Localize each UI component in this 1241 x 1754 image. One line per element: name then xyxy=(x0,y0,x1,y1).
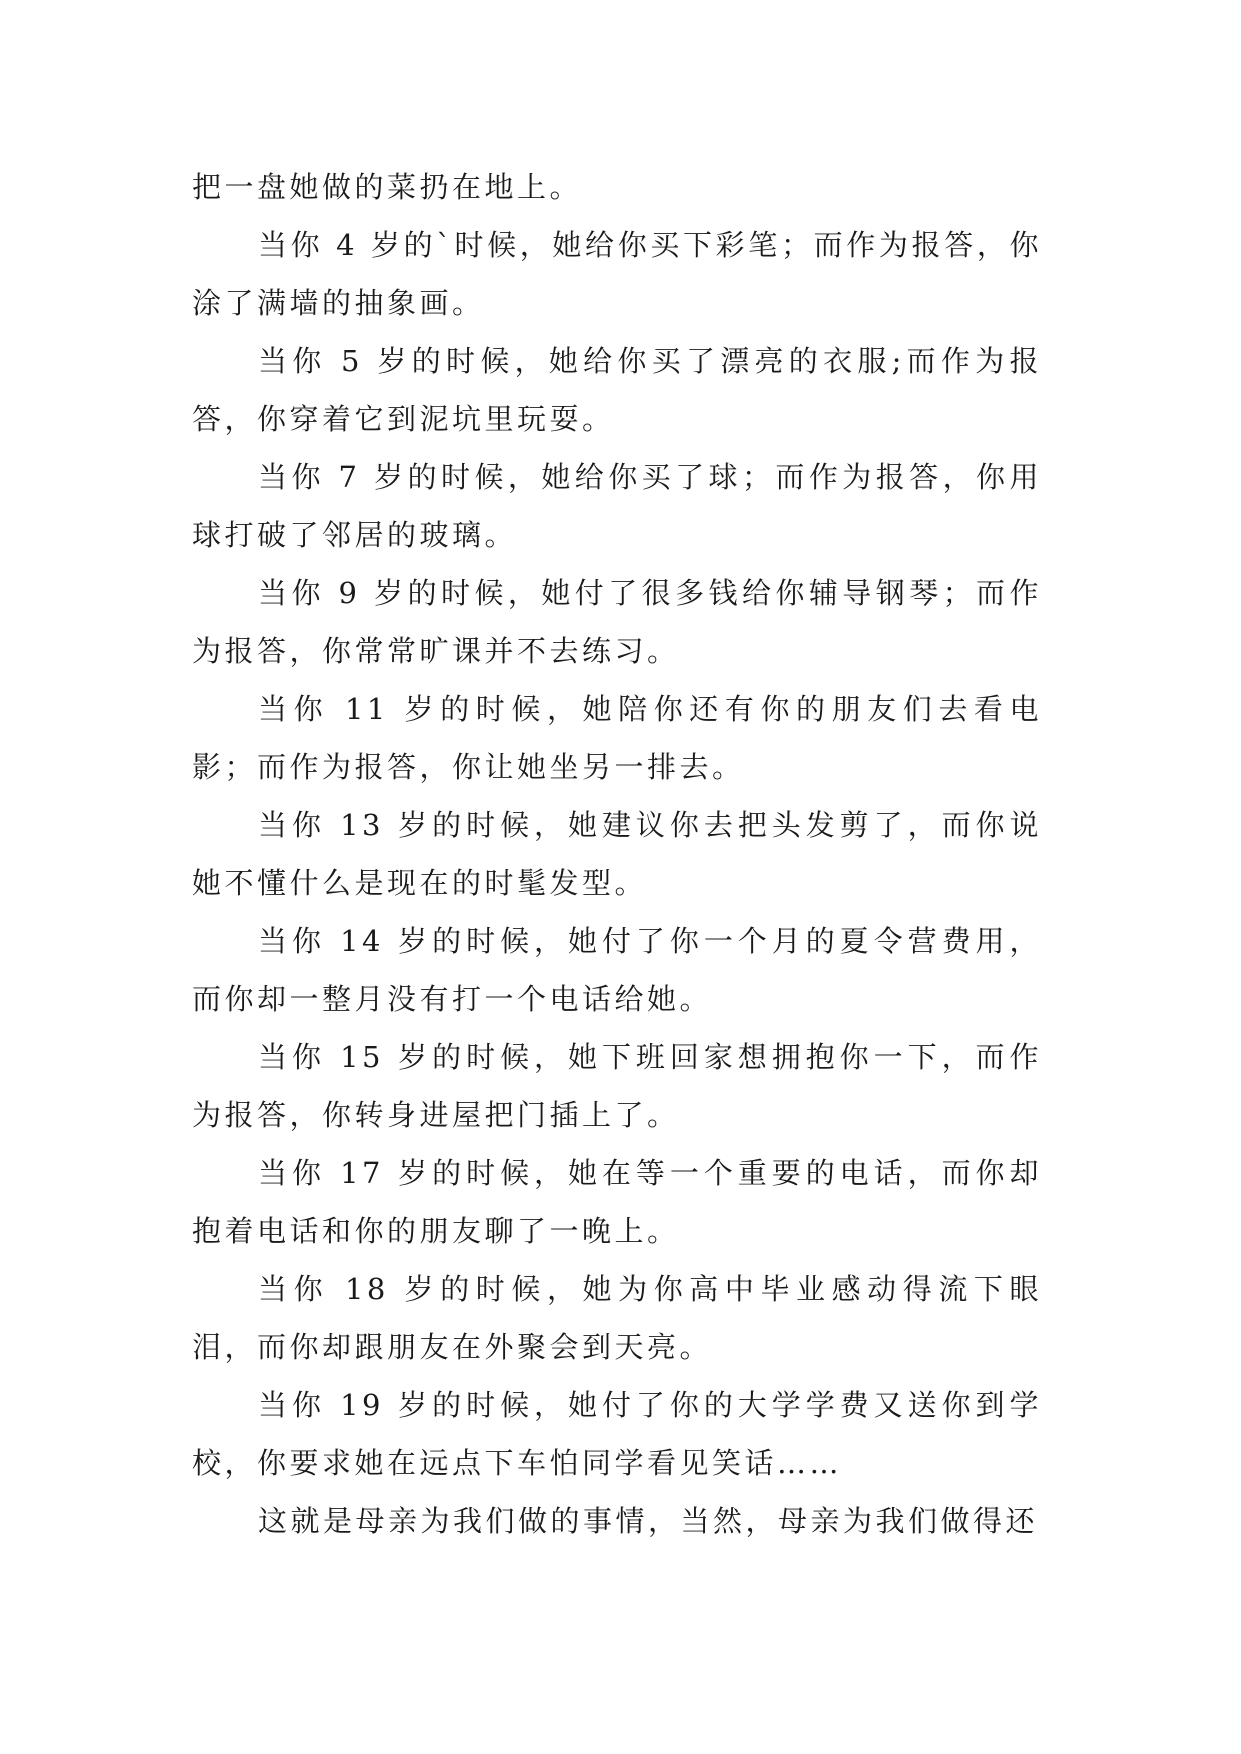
paragraph-age-14: 当你 14 岁的时候，她付了你一个月的夏令营费用，而你却一整月没有打一个电话给她。 xyxy=(192,924,1042,1016)
paragraph-continuation: 把一盘她做的菜扔在地上。 xyxy=(192,170,583,204)
paragraph-age-9: 当你 9 岁的时候，她付了很多钱给你辅导钢琴；而作为报答，你常常旷课并不去练习。 xyxy=(192,576,1042,668)
paragraph-age-18: 当你 18 岁的时候，她为你高中毕业感动得流下眼泪，而你却跟朋友在外聚会到天亮。 xyxy=(192,1272,1042,1364)
paragraph-age-17: 当你 17 岁的时候，她在等一个重要的电话，而你却抱着电话和你的朋友聊了一晚上。 xyxy=(192,1156,1042,1248)
paragraph-age-13: 当你 13 岁的时候，她建议你去把头发剪了，而你说她不懂什么是现在的时髦发型。 xyxy=(192,808,1042,900)
paragraph-age-7: 当你 7 岁的时候，她给你买了球；而作为报答，你用球打破了邻居的玻璃。 xyxy=(192,460,1042,552)
paragraph-age-4: 当你 4 岁的`时候，她给你买下彩笔；而作为报答，你涂了满墙的抽象画。 xyxy=(192,228,1042,320)
paragraph-age-11: 当你 11 岁的时候，她陪你还有你的朋友们去看电影；而作为报答，你让她坐另一排去。 xyxy=(192,692,1042,784)
paragraph-age-15: 当你 15 岁的时候，她下班回家想拥抱你一下，而作为报答，你转身进屋把门插上了。 xyxy=(192,1040,1042,1132)
paragraph-closing: 这就是母亲为我们做的事情，当然，母亲为我们做得还 xyxy=(258,1504,1039,1538)
paragraph-age-19: 当你 19 岁的时候，她付了你的大学学费又送你到学校，你要求她在远点下车怕同学看见笑话…… xyxy=(192,1388,1042,1480)
paragraph-age-5: 当你 5 岁的时候，她给你买了漂亮的衣服;而作为报答，你穿着它到泥坑里玩耍。 xyxy=(192,344,1042,436)
document-body xyxy=(192,158,1042,1550)
